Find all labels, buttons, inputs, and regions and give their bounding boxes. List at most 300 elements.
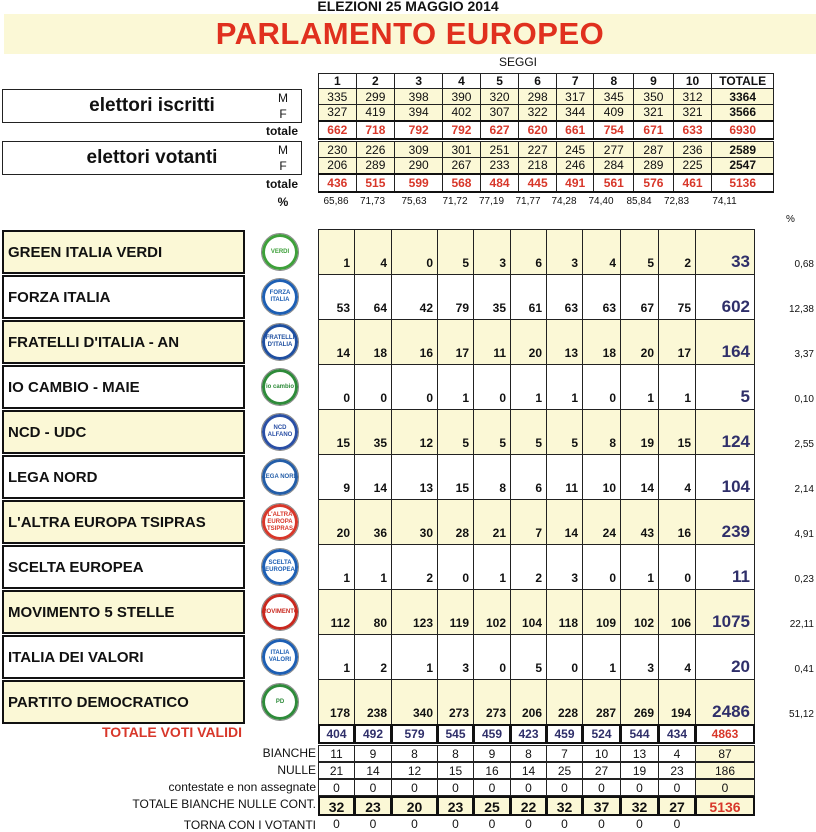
party-vote-cell: 1 (658, 364, 696, 410)
bottom-row-cell: 25 (546, 762, 583, 779)
bottom-row-cell: 16 (473, 762, 511, 779)
party-total: 11 (695, 544, 755, 590)
turnout-pct-cell: 72,83 (663, 196, 690, 207)
party-vote-cell: 118 (546, 589, 583, 635)
iscritti-f-row-cell: 402 (443, 105, 481, 121)
party-name: PARTITO DEMOCRATICO (2, 680, 245, 724)
party-vote-cell: 340 (391, 679, 438, 725)
party-vote-cell: 15 (318, 409, 355, 455)
party-vote-cell: 6 (510, 229, 547, 275)
party-pct: 51,12 (788, 709, 814, 720)
bottom-row-cell (695, 817, 755, 832)
votanti-f-row (319, 158, 774, 174)
iscritti-totale-row-cell: 792 (395, 121, 443, 139)
party-vote-cell: 4 (658, 634, 696, 680)
iscritti-f-row-cell: 327 (319, 105, 357, 121)
totale-voti-validi-cell: 434 (658, 724, 696, 744)
party-name: FRATELLI D'ITALIA - AN (2, 320, 245, 364)
votanti-f-row-cell: 289 (356, 158, 395, 174)
party-vote-cell: 30 (391, 499, 438, 545)
totale-voti-validi-cell: 492 (354, 724, 392, 744)
votanti-f-row-cell: 225 (673, 158, 712, 174)
party-total: 2486 (695, 679, 755, 725)
party-pct: 0,41 (794, 664, 814, 675)
party-vote-cell: 287 (582, 679, 621, 725)
party-vote-cell: 119 (437, 589, 474, 635)
party-name: ITALIA DEI VALORI (2, 635, 245, 679)
bottom-row-cell: 186 (695, 762, 755, 779)
bottom-row-cell: 8 (510, 745, 547, 762)
party-vote-cell: 112 (318, 589, 355, 635)
party-vote-cell: 35 (473, 274, 511, 320)
turnout-pct-cell: 85,84 (626, 196, 652, 207)
party-vote-cell: 2 (510, 544, 547, 590)
votanti-totale-row (319, 174, 774, 192)
party-vote-cell: 102 (473, 589, 511, 635)
party-pct: 2,55 (794, 439, 814, 450)
bottom-row-cell: 0 (658, 779, 696, 796)
turnout-pct-cell: 74,40 (588, 196, 614, 207)
totale-voti-validi-cell: 544 (620, 724, 659, 744)
party-total: 124 (695, 409, 755, 455)
iscritti-totale-row-cell: 718 (356, 121, 395, 139)
party-vote-cell: 36 (354, 499, 392, 545)
turnout-pct-cell: 74,28 (551, 196, 577, 207)
iscritti-m-row-cell: 312 (673, 89, 712, 105)
bottom-row-cell: 13 (620, 745, 659, 762)
bottom-row-cell: 10 (582, 745, 621, 762)
votanti-totale-row-cell: 561 (594, 174, 634, 192)
column-header-row-cell: TOTALE (712, 74, 774, 89)
iscritti-totale-row (319, 121, 774, 139)
party-vote-cell: 13 (391, 454, 438, 500)
votanti-f-row-cell: 289 (634, 158, 674, 174)
party-vote-cell: 4 (658, 454, 696, 500)
votanti-totale-row-cell: 461 (673, 174, 712, 192)
party-vote-cell: 0 (391, 229, 438, 275)
iscritti-f-row-cell: 344 (556, 105, 594, 121)
party-vote-cell: 1 (473, 544, 511, 590)
party-vote-cell: 3 (546, 544, 583, 590)
party-vote-cell: 20 (318, 499, 355, 545)
votanti-m-row-cell: 287 (634, 142, 674, 158)
bottom-row-cell: 0 (333, 817, 340, 831)
party-total: 164 (695, 319, 755, 365)
bottom-row-cell: 0 (598, 817, 605, 831)
column-header-row-cell: 4 (443, 74, 481, 89)
page-title: PARLAMENTO EUROPEO (4, 14, 816, 54)
elettori-votanti-label: elettori votanti (2, 141, 302, 175)
votanti-totale-row-cell: 436 (319, 174, 357, 192)
party-vote-cell: 11 (546, 454, 583, 500)
bottom-row-cell: 0 (636, 817, 643, 831)
bottom-row-cell: 32 (546, 796, 583, 816)
turnout-pct-cell: 77,19 (478, 196, 505, 207)
iscritti-m-row-cell: 3364 (712, 89, 774, 105)
bottom-row-cell: 0 (452, 817, 459, 831)
party-vote-cell: 0 (437, 544, 474, 590)
party-total: 1075 (695, 589, 755, 635)
ncd-udc-logo-icon: NCD ALFANO (261, 413, 299, 451)
bottom-row-cell: 23 (437, 796, 474, 816)
bottom-row-cell: 0 (391, 779, 438, 796)
party-vote-cell: 1 (582, 634, 621, 680)
party-vote-cell: 0 (582, 544, 621, 590)
party-vote-cell: 9 (318, 454, 355, 500)
party-vote-cell: 5 (546, 409, 583, 455)
votanti-f-row-cell: 290 (395, 158, 443, 174)
party-name: SCELTA EUROPEA (2, 545, 245, 589)
party-total: 104 (695, 454, 755, 500)
iscritti-totale-row-cell: 754 (594, 121, 634, 139)
bottom-row-cell: 27 (658, 796, 696, 816)
turnout-pct-cell: 74,11 (712, 196, 737, 207)
turnout-pct-cell: 65,86 (323, 196, 349, 207)
bottom-row-cell: 5136 (695, 796, 755, 816)
bottom-row-cell: 7 (546, 745, 583, 762)
bottom-row-cell: 0 (620, 779, 659, 796)
party-vote-cell: 6 (510, 454, 547, 500)
bottom-row-cell: 21 (318, 762, 355, 779)
party-vote-cell: 1 (620, 544, 659, 590)
party-vote-cell: 63 (546, 274, 583, 320)
party-vote-cell: 79 (437, 274, 474, 320)
iscritti-totale-row-cell: 661 (556, 121, 594, 139)
party-vote-cell: 24 (582, 499, 621, 545)
party-vote-cell: 7 (510, 499, 547, 545)
party-vote-cell: 63 (582, 274, 621, 320)
iscritti-f-label: F (279, 107, 287, 121)
party-vote-cell: 0 (354, 364, 392, 410)
seggi-label: SEGGI (498, 55, 537, 69)
bottom-row-cell: 23 (354, 796, 392, 816)
votanti-f-row-cell: 284 (594, 158, 634, 174)
party-pct: 2,14 (794, 484, 814, 495)
iscritti-m-row-cell: 390 (443, 89, 481, 105)
turnout-pct-cell: 71,77 (515, 196, 541, 207)
iscritti-m-row (319, 89, 774, 105)
votanti-f-row-cell: 206 (319, 158, 357, 174)
elettori-iscritti-label: elettori iscritti (2, 89, 302, 123)
party-vote-cell: 17 (658, 319, 696, 365)
iscritti-m-row-cell: 320 (480, 89, 519, 105)
votanti-totale-row-cell: 515 (356, 174, 395, 192)
party-vote-cell: 273 (437, 679, 474, 725)
party-total: 239 (695, 499, 755, 545)
votanti-f-row-cell: 246 (556, 158, 594, 174)
party-vote-cell: 0 (473, 364, 511, 410)
party-vote-cell: 53 (318, 274, 355, 320)
io-cambio-logo-icon: io cambio (261, 368, 299, 406)
bottom-row-cell: 32 (318, 796, 355, 816)
votanti-totale-row-cell: 568 (443, 174, 481, 192)
bottom-row-cell: 19 (620, 762, 659, 779)
party-vote-cell: 1 (318, 544, 355, 590)
iscritti-f-row-cell: 3566 (712, 105, 774, 121)
green-italia-verdi-logo-icon: VERDI (261, 233, 299, 271)
bottom-row-cell: 0 (437, 779, 474, 796)
bottom-row-cell: 0 (525, 817, 532, 831)
party-vote-cell: 2 (354, 634, 392, 680)
party-total: 602 (695, 274, 755, 320)
bottom-row-cell: 8 (437, 745, 474, 762)
party-vote-cell: 0 (546, 634, 583, 680)
iscritti-m-row-cell: 335 (319, 89, 357, 105)
iscritti-totale-row-cell: 662 (319, 121, 357, 139)
votanti-m-row-cell: 301 (443, 142, 481, 158)
votanti-m-row-cell: 236 (673, 142, 712, 158)
party-pct: 0,23 (794, 574, 814, 585)
iscritti-f-row-cell: 394 (395, 105, 443, 121)
party-vote-cell: 102 (620, 589, 659, 635)
bottom-row-cell: 0 (695, 779, 755, 796)
party-vote-cell: 20 (620, 319, 659, 365)
party-vote-cell: 238 (354, 679, 392, 725)
partito-democratico-logo-icon: PD (261, 683, 299, 721)
party-vote-cell: 61 (510, 274, 547, 320)
votanti-totale-row-cell: 484 (480, 174, 519, 192)
turnout-pct-cell: 71,73 (359, 196, 386, 207)
party-vote-cell: 1 (437, 364, 474, 410)
party-vote-cell: 21 (473, 499, 511, 545)
column-header-row-cell: 9 (634, 74, 674, 89)
turnout-pct-row (318, 196, 774, 210)
party-vote-cell: 80 (354, 589, 392, 635)
totale-voti-validi-cell: 4863 (695, 724, 755, 744)
iscritti-totale-row-cell: 627 (480, 121, 519, 139)
party-vote-cell: 64 (354, 274, 392, 320)
party-vote-cell: 0 (473, 634, 511, 680)
altra-europa-logo-icon: L'ALTRA EUROPA TSIPRAS (261, 503, 299, 541)
votanti-m-label: M (278, 143, 288, 157)
iscritti-f-row-cell: 322 (519, 105, 557, 121)
column-header-row-cell: 10 (673, 74, 712, 89)
iscritti-m-row-cell: 345 (594, 89, 634, 105)
votanti-m-row-cell: 251 (480, 142, 519, 158)
party-vote-cell: 1 (546, 364, 583, 410)
totale-voti-validi-cell: 423 (510, 724, 547, 744)
party-vote-cell: 18 (354, 319, 392, 365)
party-name: L'ALTRA EUROPA TSIPRAS (2, 500, 245, 544)
party-vote-cell: 14 (318, 319, 355, 365)
fratelli-ditalia-logo-icon: FRATELLI D'ITALIA (261, 323, 299, 361)
votanti-totale-row-cell: 5136 (712, 174, 774, 192)
bottom-row-cell: 4 (658, 745, 696, 762)
party-total: 5 (695, 364, 755, 410)
party-name: LEGA NORD (2, 455, 245, 499)
iscritti-f-row-cell: 321 (673, 105, 712, 121)
turnout-pct-cell: 71,72 (442, 196, 468, 207)
movimento-5-stelle-logo-icon: MOVIMENTO (261, 593, 299, 631)
bottom-row-cell: 14 (354, 762, 392, 779)
column-header-row-cell: 7 (556, 74, 594, 89)
forza-italia-logo-icon: FORZA ITALIA (261, 278, 299, 316)
party-vote-cell: 5 (437, 409, 474, 455)
party-pct: 12,38 (788, 304, 814, 315)
party-vote-cell: 0 (391, 364, 438, 410)
party-vote-cell: 13 (546, 319, 583, 365)
iscritti-f-row (319, 105, 774, 121)
party-name: FORZA ITALIA (2, 275, 245, 319)
party-vote-cell: 3 (546, 229, 583, 275)
votanti-f-row-cell: 267 (443, 158, 481, 174)
iscritti-totale-row-cell: 633 (673, 121, 712, 139)
party-vote-cell: 0 (658, 544, 696, 590)
column-header-row-cell: 3 (395, 74, 443, 89)
party-total: 20 (695, 634, 755, 680)
votanti-m-row-cell: 227 (519, 142, 557, 158)
election-date: ELEZIONI 25 MAGGIO 2014 (317, 0, 499, 14)
votanti-m-row-cell: 226 (356, 142, 395, 158)
party-vote-cell: 43 (620, 499, 659, 545)
party-pct: 4,91 (794, 529, 814, 540)
iscritti-f-row-cell: 419 (356, 105, 395, 121)
column-header-row-cell: 1 (319, 74, 357, 89)
votanti-f-row-cell: 233 (480, 158, 519, 174)
totale-voti-validi-cell: 579 (391, 724, 438, 744)
party-vote-cell: 18 (582, 319, 621, 365)
iscritti-totale-row-cell: 792 (443, 121, 481, 139)
party-vote-cell: 1 (354, 544, 392, 590)
iscritti-m-row-cell: 299 (356, 89, 395, 105)
iscritti-m-label: M (278, 91, 288, 105)
bottom-row-cell: 0 (488, 817, 496, 831)
party-total: 33 (695, 229, 755, 275)
party-vote-cell: 5 (510, 634, 547, 680)
votanti-m-row-cell: 245 (556, 142, 594, 158)
italia-dei-valori-logo-icon: ITALIA VALORI (261, 638, 299, 676)
party-vote-cell: 14 (620, 454, 659, 500)
bottom-row-label: contestate e non assegnate (168, 780, 316, 794)
party-vote-cell: 1 (620, 364, 659, 410)
bottom-row-cell: 11 (318, 745, 355, 762)
bottom-row-label: BIANCHE (262, 746, 316, 760)
column-header-row (319, 74, 774, 89)
party-pct: 0,10 (794, 394, 814, 405)
votanti-totale-row-cell: 491 (556, 174, 594, 192)
party-vote-cell: 10 (582, 454, 621, 500)
votanti-m-row (319, 142, 774, 158)
party-vote-cell: 1 (318, 229, 355, 275)
party-vote-cell: 2 (658, 229, 696, 275)
party-vote-cell: 8 (582, 409, 621, 455)
iscritti-totale-row-cell: 6930 (712, 121, 774, 139)
votanti-totale-row-cell: 445 (519, 174, 557, 192)
party-vote-cell: 4 (582, 229, 621, 275)
bottom-row-cell: 0 (510, 779, 547, 796)
party-vote-cell: 3 (620, 634, 659, 680)
party-vote-cell: 12 (391, 409, 438, 455)
party-name: IO CAMBIO - MAIE (2, 365, 245, 409)
iscritti-totale-label: totale (265, 124, 298, 138)
votanti-m-row-cell: 2589 (712, 142, 774, 158)
party-name: MOVIMENTO 5 STELLE (2, 590, 245, 634)
party-vote-cell: 5 (510, 409, 547, 455)
party-vote-cell: 273 (473, 679, 511, 725)
bottom-row-label: NULLE (277, 763, 316, 777)
bottom-row-cell: 0 (582, 779, 621, 796)
bottom-row-cell: 27 (582, 762, 621, 779)
party-vote-cell: 5 (437, 229, 474, 275)
party-vote-cell: 3 (437, 634, 474, 680)
bottom-row-cell: 23 (658, 762, 696, 779)
party-vote-cell: 123 (391, 589, 438, 635)
votanti-totale-label: totale (265, 177, 298, 191)
party-vote-cell: 1 (391, 634, 438, 680)
party-vote-cell: 20 (510, 319, 547, 365)
bottom-row-cell: 8 (391, 745, 438, 762)
party-vote-cell: 14 (546, 499, 583, 545)
totale-voti-validi-cell: 404 (318, 724, 355, 744)
bottom-row-cell: 12 (391, 762, 438, 779)
party-vote-cell: 8 (473, 454, 511, 500)
bottom-row-cell: 87 (695, 745, 755, 762)
party-vote-cell: 75 (658, 274, 696, 320)
bottom-row-label: TOTALE BIANCHE NULLE CONT. (132, 797, 316, 811)
party-vote-cell: 15 (437, 454, 474, 500)
column-header-row-cell: 2 (356, 74, 395, 89)
bottom-row-cell: 0 (473, 779, 511, 796)
iscritti-totale-row-cell: 620 (519, 121, 557, 139)
party-pct: 0,68 (794, 259, 814, 270)
party-vote-cell: 104 (510, 589, 547, 635)
party-vote-cell: 206 (510, 679, 547, 725)
votanti-f-row-cell: 218 (519, 158, 557, 174)
party-vote-cell: 67 (620, 274, 659, 320)
party-vote-cell: 3 (473, 229, 511, 275)
votanti-m-row-cell: 277 (594, 142, 634, 158)
party-vote-cell: 5 (473, 409, 511, 455)
bottom-row-cell: 0 (673, 817, 681, 831)
bottom-row-label: TORNA CON I VOTANTI (183, 818, 316, 832)
party-name: NCD - UDC (2, 410, 245, 454)
bottom-row-cell: 20 (391, 796, 438, 816)
iscritti-f-row-cell: 409 (594, 105, 634, 121)
bottom-row-cell: 0 (369, 817, 377, 831)
party-vote-cell: 28 (437, 499, 474, 545)
votanti-m-row-cell: 230 (319, 142, 357, 158)
party-vote-cell: 0 (318, 364, 355, 410)
votanti-totale-row-cell: 599 (395, 174, 443, 192)
party-vote-cell: 14 (354, 454, 392, 500)
totale-voti-validi-cell: 545 (437, 724, 474, 744)
turnout-pct-cell: 75,63 (401, 196, 427, 207)
iscritti-f-row-cell: 307 (480, 105, 519, 121)
party-pct: 3,37 (794, 349, 814, 360)
party-vote-cell: 109 (582, 589, 621, 635)
bottom-row-cell: 9 (354, 745, 392, 762)
pct-column-header: % (786, 214, 795, 225)
column-header-row-cell: 6 (519, 74, 557, 89)
electors-table (318, 73, 774, 193)
party-vote-cell: 11 (473, 319, 511, 365)
bottom-row-cell: 9 (473, 745, 511, 762)
party-vote-cell: 1 (318, 634, 355, 680)
party-vote-cell: 4 (354, 229, 392, 275)
bottom-row-cell: 0 (318, 779, 355, 796)
iscritti-m-row-cell: 317 (556, 89, 594, 105)
party-vote-cell: 15 (658, 409, 696, 455)
party-vote-cell: 178 (318, 679, 355, 725)
votanti-m-row-cell: 309 (395, 142, 443, 158)
bottom-row-cell: 15 (437, 762, 474, 779)
bottom-row-cell: 22 (510, 796, 547, 816)
bottom-row-cell: 0 (561, 817, 568, 831)
bottom-row-cell: 0 (546, 779, 583, 796)
party-vote-cell: 42 (391, 274, 438, 320)
party-vote-cell: 0 (582, 364, 621, 410)
party-vote-cell: 16 (658, 499, 696, 545)
